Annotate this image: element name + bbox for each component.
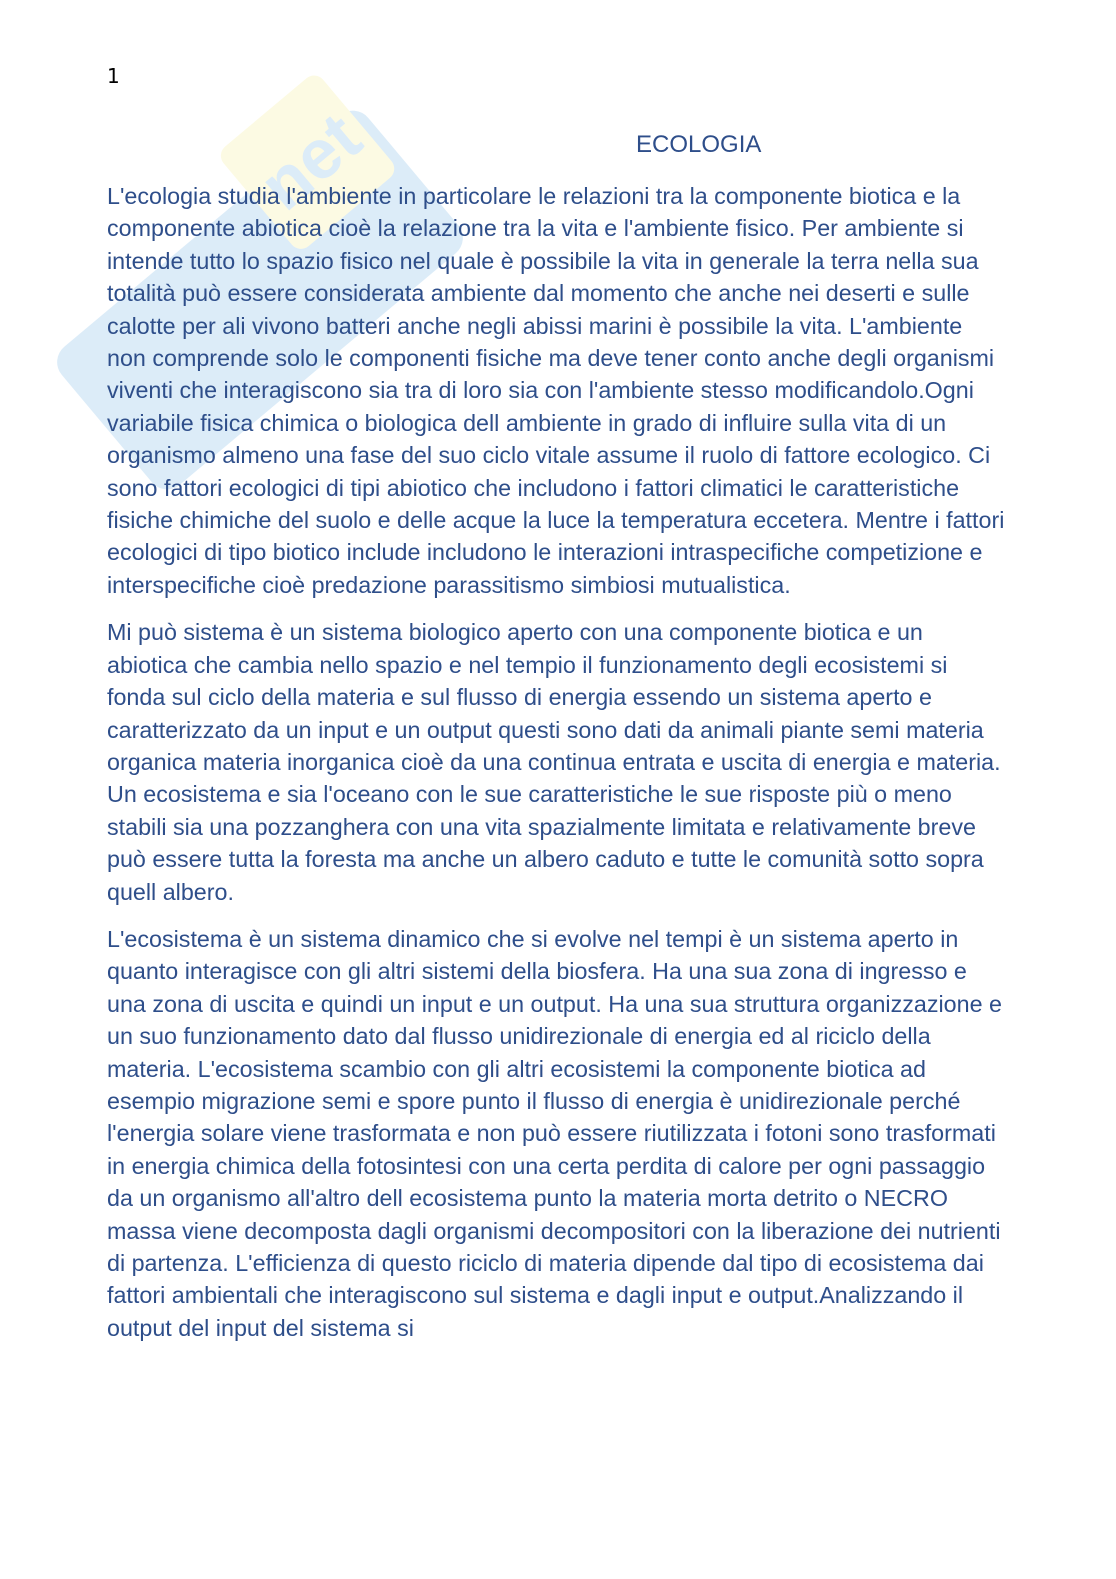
page-number: 1 [107,64,120,88]
document-body [107,180,1007,1359]
watermark-brand-text: net [244,97,376,225]
paragraph-2: Mi può sistema è un sistema biologico aperto con una componente biotica e un abiotica che cambia nello spazio e nel tempio il funzionamento degli ecosistemi si fonda sul ciclo della materia e sul flusso di energia essendo un sistema aperto e caratterizzato da un input e un output questi sono dati da animali piante semi materia organica materia inorganica cioè da una continua entrata e uscita di energia e materia. Un ecosistema e sia l'oceano con le sue caratteristiche le sue risposte più o meno stabili sia una pozzanghera con una vita spazialmente limitata e relativamente breve può essere tutta la foresta ma anche un albero caduto e tutte le comunità sotto sopra quell albero. [107,619,1001,905]
paragraph-1: L'ecologia studia l'ambiente in particolare le relazioni tra la componente biotica e la componente abiotica cioè la relazione tra la vita e l'ambiente fisico. Per ambiente si intende tutto lo spazio fisico nel quale è possibile la vita in generale la terra nella sua totalità può essere considerata ambiente dal momento che anche nei deserti e sulle calotte per ali vivono batteri anche negli abissi marini è possibile la vita. L'ambiente non comprende solo le componenti fisiche ma deve tener conto anche degli organismi viventi che interagiscono sia tra di loro sia con l'ambiente stesso modificandolo.Ogni variabile fisica chimica o biologica dell ambiente in grado di influire sulla vita di un organismo almeno una fase del suo ciclo vitale assume il ruolo di fattore ecologico. Ci sono fattori ecologici di tipi abiotico che includono i fattori climatici le caratteristiche fisiche chimiche del suolo e delle acque la luce la temperatura eccetera. Mentre i fattori ecologici di tipo biotico include includono le interazioni intraspecifiche competizione e interspecifiche cioè predazione parassitismo simbiosi mutualistica. [107,183,1005,598]
paragraph-3: L'ecosistema è un sistema dinamico che si evolve nel tempi è un sistema aperto in quanto interagisce con gli altri sistemi della biosfera. Ha una sua zona di ingresso e una zona di uscita e quindi un input e un output. Ha una sua struttura organizzazione e un suo funzionamento dato dal flusso unidirezionale di energia ed al riciclo della materia. L'ecosistema scambio con gli altri ecosistemi la componente biotica ad esempio migrazione semi e spore punto il flusso di energia è unidirezionale perché l'energia solare viene trasformata e non può essere riutilizzata i fotoni sono trasformati in energia chimica della fotosintesi con una certa perdita di calore per ogni passaggio da un organismo all'altro dell ecosistema punto la materia morta detrito o NECRO massa viene decomposta dagli organismi decompositori con la liberazione dei nutrienti di partenza. L'efficienza di questo riciclo di materia dipende dal tipo di ecosistema dai fattori ambientali che interagiscono sul sistema e dagli input e output.Analizzando il output del input del sistema si [107,925,1002,1341]
document-title: ECOLOGIA [636,131,762,158]
